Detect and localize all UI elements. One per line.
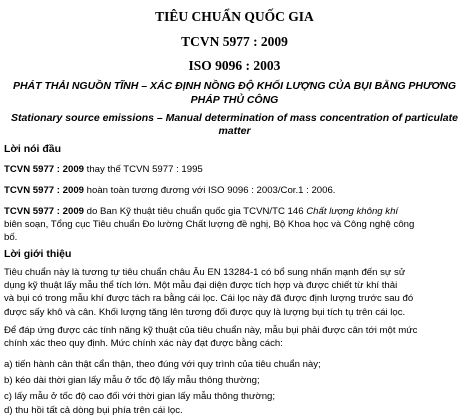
paragraph-text: do Ban Kỹ thuật tiêu chuẩn quốc gia TCVN/TC 146 <box>84 206 307 217</box>
iso-number: ISO 9096 : 2003 <box>188 58 281 73</box>
paragraph-line-2: dụng kỹ thuật lấy mẫu thể tích lớn. Một mẫu đại diện được tích hợp và được chiết từ khí thải <box>4 280 398 292</box>
paragraph-line-2: chính xác theo quy định. Mức chính xác này đạt được bằng cách: <box>4 338 283 350</box>
paragraph-line-3: bố. <box>4 232 18 244</box>
standard-code: TCVN 5977 : 2009 <box>4 164 84 175</box>
paragraph-line-4: được sấy khô và cân. Khối lượng tăng lên tương đối được quy là lượng bụi tích tụ trên cái lọc. <box>4 306 406 318</box>
vietnamese-title-line-1: PHÁT THẢI NGUỒN TĨNH – XÁC ĐỊNH NỒNG ĐỘ KHỐI LƯỢNG CỦA BỤI BẰNG PHƯƠNG <box>12 80 457 92</box>
standard-code: TCVN 5977 : 2009 <box>4 206 84 217</box>
foreword-paragraph-1 <box>4 163 466 176</box>
paragraph-text: hoàn toàn tương đương với ISO 9096 : 2003/Cor.1 : 2006. <box>84 185 336 196</box>
list-item-b: b) kéo dài thời gian lấy mẫu ở tốc độ lấy mẫu thông thường; <box>4 375 260 386</box>
paragraph-line-1: Tiêu chuẩn này là tương tự tiêu chuẩn châu Âu EN 13284-1 có bổ sung nhấn mạnh đến sự sử <box>4 267 406 278</box>
paragraph-line-2: biên soạn, Tổng cục Tiêu chuẩn Đo lường Chất lượng đề nghị, Bộ Khoa học và Công nghệ công <box>4 219 415 231</box>
paragraph-line-1 <box>4 205 466 218</box>
introduction-paragraph-1 <box>4 266 466 319</box>
paragraph-line-3: và bụi có trong mẫu khí được tách ra bằng cái lọc. Cái lọc này đã được định lượng trước sau đó <box>4 293 414 305</box>
list-item-a: a) tiến hành cân thật cẩn thận, theo đúng với quy trình của tiêu chuẩn này; <box>4 359 321 370</box>
vietnamese-title <box>4 79 465 107</box>
list-item-d: d) thu hồi tất cả dòng bụi phía trên cái lọc. <box>4 405 183 416</box>
foreword-heading: Lời nói đầu <box>4 143 62 155</box>
introduction-heading: Lời giới thiệu <box>4 248 72 260</box>
paragraph-line-1: Để đáp ứng được các tính năng kỹ thuật của tiêu chuẩn này, mẫu bụi phải được cân tới một mức <box>4 325 418 336</box>
standard-code: TCVN 5977 : 2009 <box>4 185 84 196</box>
vietnamese-title-line-2: PHÁP THỦ CÔNG <box>190 94 279 106</box>
introduction-paragraph-2 <box>4 324 466 350</box>
standard-number: TCVN 5977 : 2009 <box>181 34 288 49</box>
paragraph-text: thay thế TCVN 5977 : 1995 <box>84 164 203 175</box>
foreword-paragraph-3 <box>4 205 466 245</box>
document-title: TIÊU CHUẨN QUỐC GIA <box>155 9 314 24</box>
committee-name: Chất lượng không khí <box>306 206 399 217</box>
english-title <box>4 112 465 138</box>
list-item-c: c) lấy mẫu ở tốc độ cao đối với thời gian lấy mẫu thông thường; <box>4 391 276 402</box>
english-title-line-2: matter <box>218 125 251 137</box>
foreword-paragraph-2 <box>4 184 466 197</box>
english-title-line-1: Stationary source emissions – Manual determination of mass concentration of particulate <box>11 112 458 124</box>
